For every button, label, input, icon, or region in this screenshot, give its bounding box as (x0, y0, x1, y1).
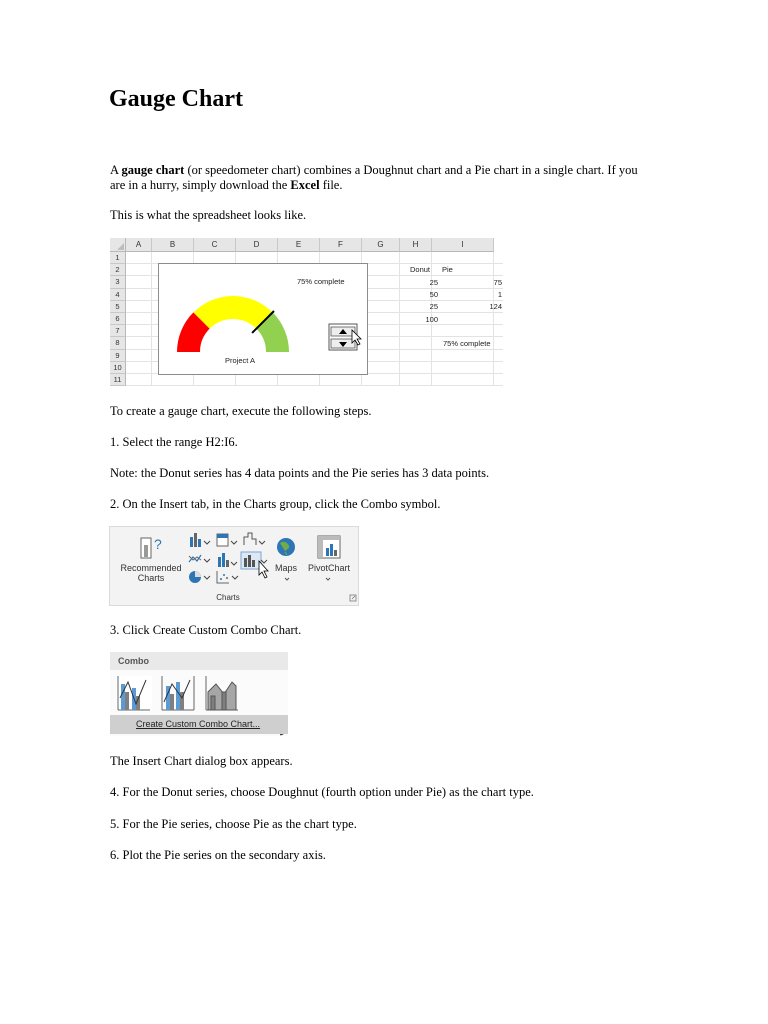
cell-i3[interactable]: 75 (493, 278, 502, 287)
cell-h3[interactable]: 25 (429, 278, 438, 287)
waterfall-chart-icon (244, 533, 265, 545)
spreadsheet-figure (110, 238, 503, 386)
pivotchart-button[interactable]: PivotChart (307, 563, 351, 573)
column-header-d[interactable]: D (236, 238, 278, 252)
row-header-11[interactable]: 11 (110, 374, 126, 386)
steps-intro: To create a gauge chart, execute the following steps. (110, 404, 372, 418)
charts-group-label: Charts (216, 593, 240, 602)
column-header-f[interactable]: F (320, 238, 362, 252)
dialog-launcher-icon (350, 595, 356, 601)
column-chart-icon (190, 533, 210, 547)
cell-i4[interactable]: 1 (497, 290, 502, 299)
row-header-5[interactable]: 5 (110, 301, 126, 313)
line-chart-icon (189, 555, 210, 562)
pivot-chart-icon (318, 536, 340, 558)
page-title: Gauge Chart (109, 86, 243, 112)
stacked-area-column-icon (206, 676, 238, 710)
intro-text: file. (319, 178, 343, 192)
hierarchy-chart-icon (217, 534, 237, 546)
column-header-b[interactable]: B (152, 238, 194, 252)
column-header-i[interactable]: I (432, 238, 494, 252)
grid-line (493, 252, 494, 386)
step-6: 6. Plot the Pie series on the secondary axis. (110, 848, 326, 862)
mouse-cursor-icon (259, 561, 268, 578)
pie-chart-icon (189, 571, 210, 583)
chevron-down-icon (285, 578, 289, 580)
intro-text: are in a hurry, simply download the (110, 178, 291, 192)
step-2: 2. On the Insert tab, in the Charts group, click the Combo symbol. (110, 497, 441, 511)
dialog-text: The Insert Chart dialog box appears. (110, 754, 293, 768)
intro-text: (or speedometer chart) combines a Doughnut chart and a Pie chart in a single chart. If you (184, 163, 638, 177)
scatter-chart-icon (217, 571, 238, 583)
recommended-label: Recommended (120, 563, 182, 573)
combo-dropdown (110, 652, 288, 736)
chart-label: 75% complete (297, 277, 345, 286)
combo-header: Combo (110, 652, 288, 670)
row-header-8[interactable]: 8 (110, 337, 126, 349)
column-header-h[interactable]: H (400, 238, 432, 252)
gauge-chart[interactable] (158, 263, 368, 375)
recommended-charts-icon (141, 536, 162, 558)
row-header-7[interactable]: 7 (110, 325, 126, 337)
cell-h2[interactable]: Donut (410, 265, 431, 274)
maps-button[interactable]: Maps (274, 563, 297, 573)
column-header-c[interactable]: C (194, 238, 236, 252)
chart-caption: Project A (225, 356, 256, 365)
create-custom-combo-item[interactable] (110, 715, 288, 734)
step-1: 1. Select the range H2:I6. (110, 435, 238, 449)
svg-text:?: ? (154, 536, 162, 552)
recommended-charts-button[interactable] (116, 563, 186, 583)
note: Note: the Donut series has 4 data points and the Pie series has 3 data points. (110, 466, 490, 480)
cell-h6[interactable]: 100 (425, 315, 438, 324)
row-header-1[interactable]: 1 (110, 252, 126, 264)
statistic-chart-icon (218, 553, 237, 567)
clustered-column-line-icon (116, 676, 152, 712)
clustered-column-line-secondary-icon (162, 676, 194, 710)
row-header-10[interactable]: 10 (110, 362, 126, 374)
column-header-a[interactable]: A (126, 238, 152, 252)
row-header-3[interactable]: 3 (110, 276, 126, 288)
maps-icon (277, 538, 295, 556)
row-header-9[interactable]: 9 (110, 350, 126, 362)
row-header-4[interactable]: 4 (110, 289, 126, 301)
grid-line (126, 385, 503, 386)
excel-link[interactable]: Excel (290, 178, 320, 192)
recommended-label: Charts (137, 573, 165, 583)
select-all-corner (110, 238, 126, 252)
sheet-paragraph: This is what the spreadsheet looks like. (110, 208, 307, 222)
cell-i8[interactable]: 75% complete (443, 339, 491, 348)
cell-h4[interactable]: 50 (429, 290, 438, 299)
step-5: 5. For the Pie series, choose Pie as the chart type. (110, 817, 357, 831)
column-header-e[interactable]: E (278, 238, 320, 252)
gauge-svg (159, 264, 369, 376)
grid-line (399, 252, 400, 386)
cell-i5[interactable]: 124 (489, 302, 502, 311)
row-header-6[interactable]: 6 (110, 313, 126, 325)
step-3: 3. Click Create Custom Combo Chart. (110, 623, 302, 637)
intro-bold-gauge: gauge chart (121, 163, 185, 177)
column-header-g[interactable]: G (362, 238, 400, 252)
create-custom-combo-label: Create Custom Combo Chart... (136, 719, 261, 729)
row-header-2[interactable]: 2 (110, 264, 126, 276)
intro-paragraph (110, 163, 638, 193)
cell-i2[interactable]: Pie (442, 265, 453, 274)
intro-text: A (110, 163, 122, 177)
step-4: 4. For the Donut series, choose Doughnut (fourth option under Pie) as the chart type. (110, 785, 534, 799)
cell-h5[interactable]: 25 (429, 302, 438, 311)
chevron-down-icon (326, 578, 330, 580)
grid-line (151, 252, 152, 386)
charts-ribbon-group (109, 526, 359, 606)
